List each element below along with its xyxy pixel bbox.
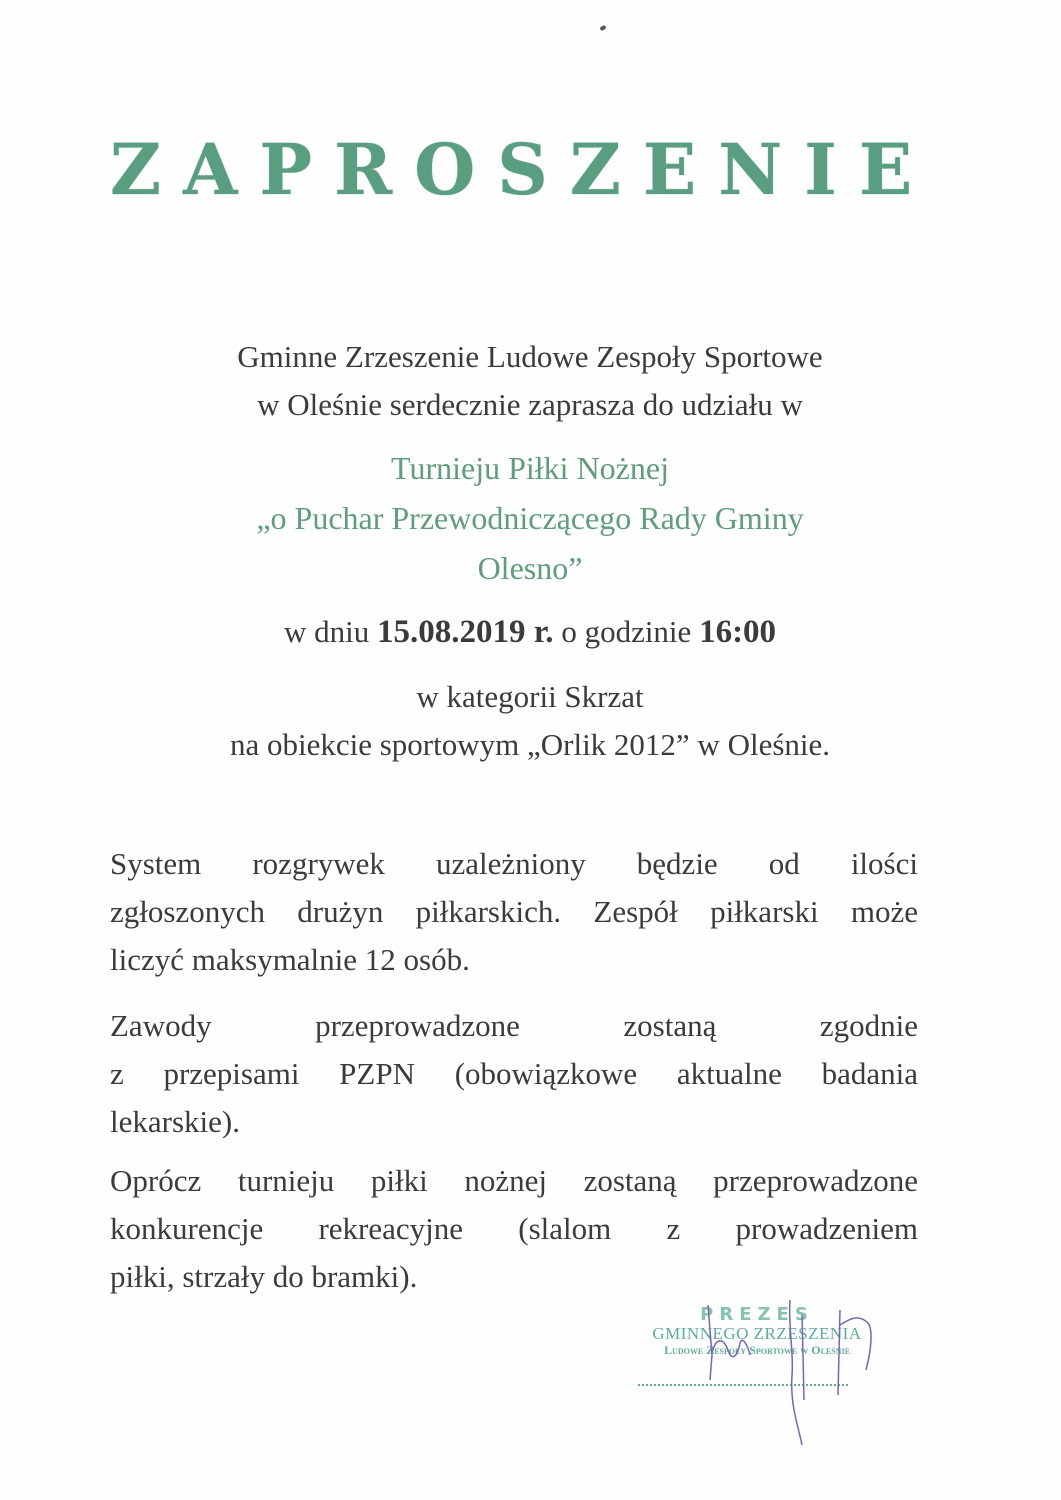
- event-line-2: „o Puchar Przewodniczącego Rady Gminy: [256, 500, 804, 536]
- stamp-line-3: Ludowe Zespoły Sportowe w Oleśnie: [664, 1343, 850, 1357]
- document-title: ZAPROSZENIE: [110, 128, 935, 211]
- intro-text: [100, 333, 960, 429]
- paragraph-line: Zawody przeprowadzone zostaną zgodnie: [110, 1008, 918, 1043]
- paragraph-line: liczyć maksymalnie 12 osób.: [110, 942, 470, 977]
- event-line-3: Olesno”: [477, 550, 583, 586]
- paragraph-line: Oprócz turnieju piłki nożnej zostaną przeprowadzone: [110, 1163, 918, 1198]
- paragraph-line: zgłoszonych drużyn piłkarskich. Zespół piłkarski może: [110, 894, 918, 929]
- paragraph-line: System rozgrywek uzależniony będzie od ilości: [110, 846, 918, 881]
- paragraph-extras: [110, 1157, 918, 1301]
- event-details: [100, 673, 960, 769]
- paragraph-line: z przepisami PZPN (obowiązkowe aktualne badania: [110, 1056, 918, 1091]
- paragraph-line: konkurencje rekreacyjne (slalom z prowadzeniem: [110, 1211, 918, 1246]
- intro-line-2: w Oleśnie serdecznie zaprasza do udziału w: [257, 387, 803, 422]
- event-name: [100, 443, 960, 593]
- event-time: 16:00: [699, 614, 777, 650]
- event-line-1: Turnieju Piłki Nożnej: [391, 450, 669, 486]
- event-venue: na obiekcie sportowym „Orlik 2012” w Oleśnie.: [229, 727, 831, 762]
- paragraph-rules: [110, 1002, 918, 1146]
- intro-line-1: Gminne Zrzeszenie Ludowe Zespoły Sportowe: [237, 339, 823, 374]
- event-category: w kategorii Skrzat: [416, 679, 644, 714]
- event-date: 15.08.2019 r.: [376, 614, 554, 650]
- time-prefix: o godzinie: [553, 614, 700, 649]
- paragraph-system: [110, 840, 918, 984]
- date-prefix: w dniu: [283, 614, 377, 649]
- signature-icon: [690, 1295, 890, 1455]
- paragraph-line: lekarskie).: [110, 1104, 240, 1139]
- event-datetime: [100, 608, 960, 656]
- stamp-line-2: GMINNEGO ZRZESZENIA: [652, 1324, 862, 1343]
- stamp-title: PREZES: [700, 1304, 814, 1325]
- scan-mark: [599, 25, 606, 31]
- paragraph-line: piłki, strzały do bramki).: [110, 1259, 418, 1294]
